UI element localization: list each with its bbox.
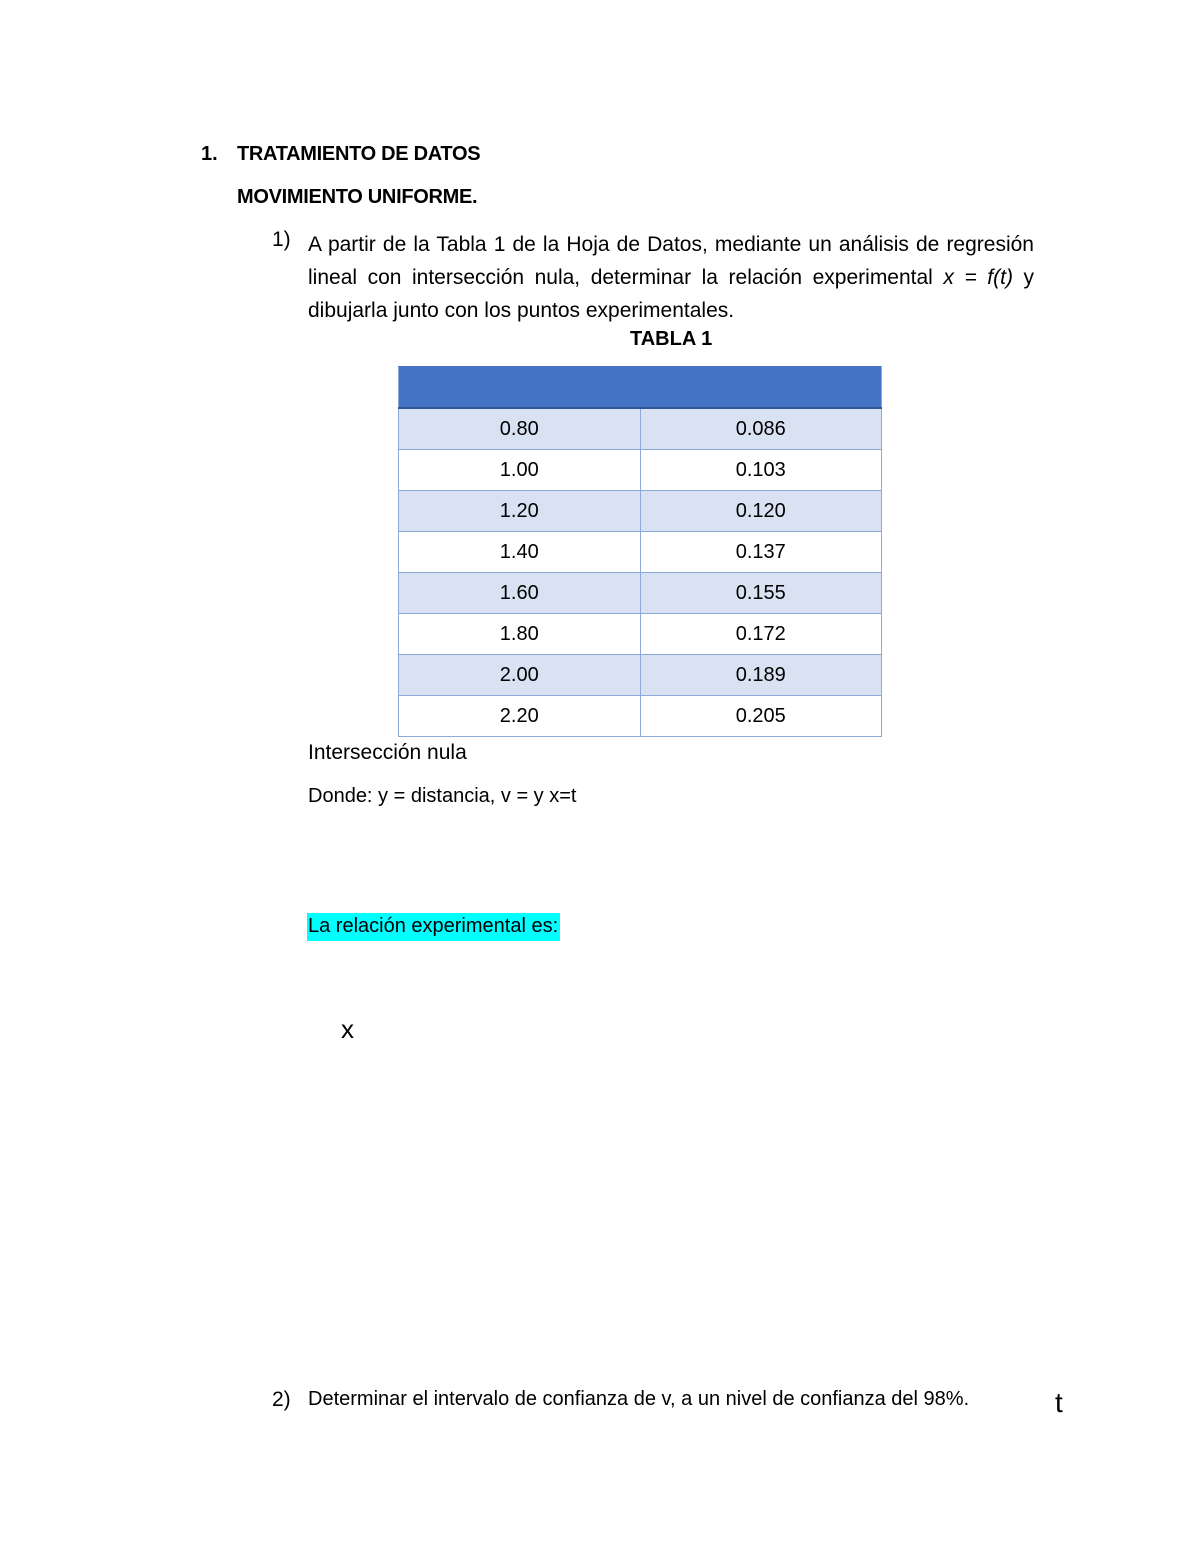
table-row bbox=[399, 491, 882, 532]
item-2-text: Determinar el intervalo de confianza de v, a un nivel de confianza del 98%. bbox=[308, 1388, 970, 1410]
data-table bbox=[398, 366, 882, 737]
section-title: TRATAMIENTO DE DATOS bbox=[237, 143, 481, 165]
table-row bbox=[399, 655, 882, 696]
table-row bbox=[399, 573, 882, 614]
table-cell: 0.155 bbox=[640, 573, 882, 614]
table-row bbox=[399, 614, 882, 655]
item-1-line-1: A partir de la Tabla 1 de la Hoja de Datos, mediante un análisis de regresión bbox=[308, 233, 1034, 256]
item-1-line-2 bbox=[308, 261, 1034, 294]
table-cell: 0.137 bbox=[640, 532, 882, 573]
item-1-line-3: dibujarla junto con los puntos experimentales. bbox=[308, 299, 735, 322]
table-cell: 2.20 bbox=[399, 696, 641, 737]
variables-note: Donde: y = distancia, v = y x=t bbox=[308, 785, 577, 807]
table-cell: 2.00 bbox=[399, 655, 641, 696]
table-cell: 0.189 bbox=[640, 655, 882, 696]
axis-label-t: t bbox=[1055, 1387, 1063, 1418]
table-row bbox=[399, 408, 882, 450]
table-cell: 0.205 bbox=[640, 696, 882, 737]
item-1-number: 1) bbox=[272, 228, 291, 251]
table-cell: 0.103 bbox=[640, 450, 882, 491]
table-cell: 1.80 bbox=[399, 614, 641, 655]
table-row bbox=[399, 450, 882, 491]
table-header-cell bbox=[640, 367, 882, 409]
table-cell: 1.20 bbox=[399, 491, 641, 532]
table-row bbox=[399, 696, 882, 737]
table-cell: 0.120 bbox=[640, 491, 882, 532]
table-row bbox=[399, 532, 882, 573]
table-cell: 0.086 bbox=[640, 408, 882, 450]
table-header-row bbox=[399, 367, 882, 409]
table-cell: 1.00 bbox=[399, 450, 641, 491]
highlighted-result-label: La relación experimental es: bbox=[307, 913, 560, 941]
table-title: TABLA 1 bbox=[630, 328, 713, 350]
item-1-formula-suffix: y bbox=[1012, 266, 1034, 289]
table-header-cell bbox=[399, 367, 641, 409]
section-number: 1. bbox=[201, 143, 218, 165]
item-1-formula: x = f(t) bbox=[943, 266, 1013, 289]
table-cell: 1.60 bbox=[399, 573, 641, 614]
table-cell: 1.40 bbox=[399, 532, 641, 573]
table-cell: 0.172 bbox=[640, 614, 882, 655]
intersection-note: Intersección nula bbox=[308, 741, 467, 764]
axis-label-x: x bbox=[341, 1014, 354, 1044]
item-1-paragraph bbox=[308, 228, 1034, 327]
item-2-number: 2) bbox=[272, 1388, 291, 1411]
table-cell: 0.80 bbox=[399, 408, 641, 450]
item-1-line-2-text: lineal con intersección nula, determinar la relación experimental bbox=[308, 266, 944, 289]
section-subtitle: MOVIMIENTO UNIFORME. bbox=[237, 186, 478, 208]
